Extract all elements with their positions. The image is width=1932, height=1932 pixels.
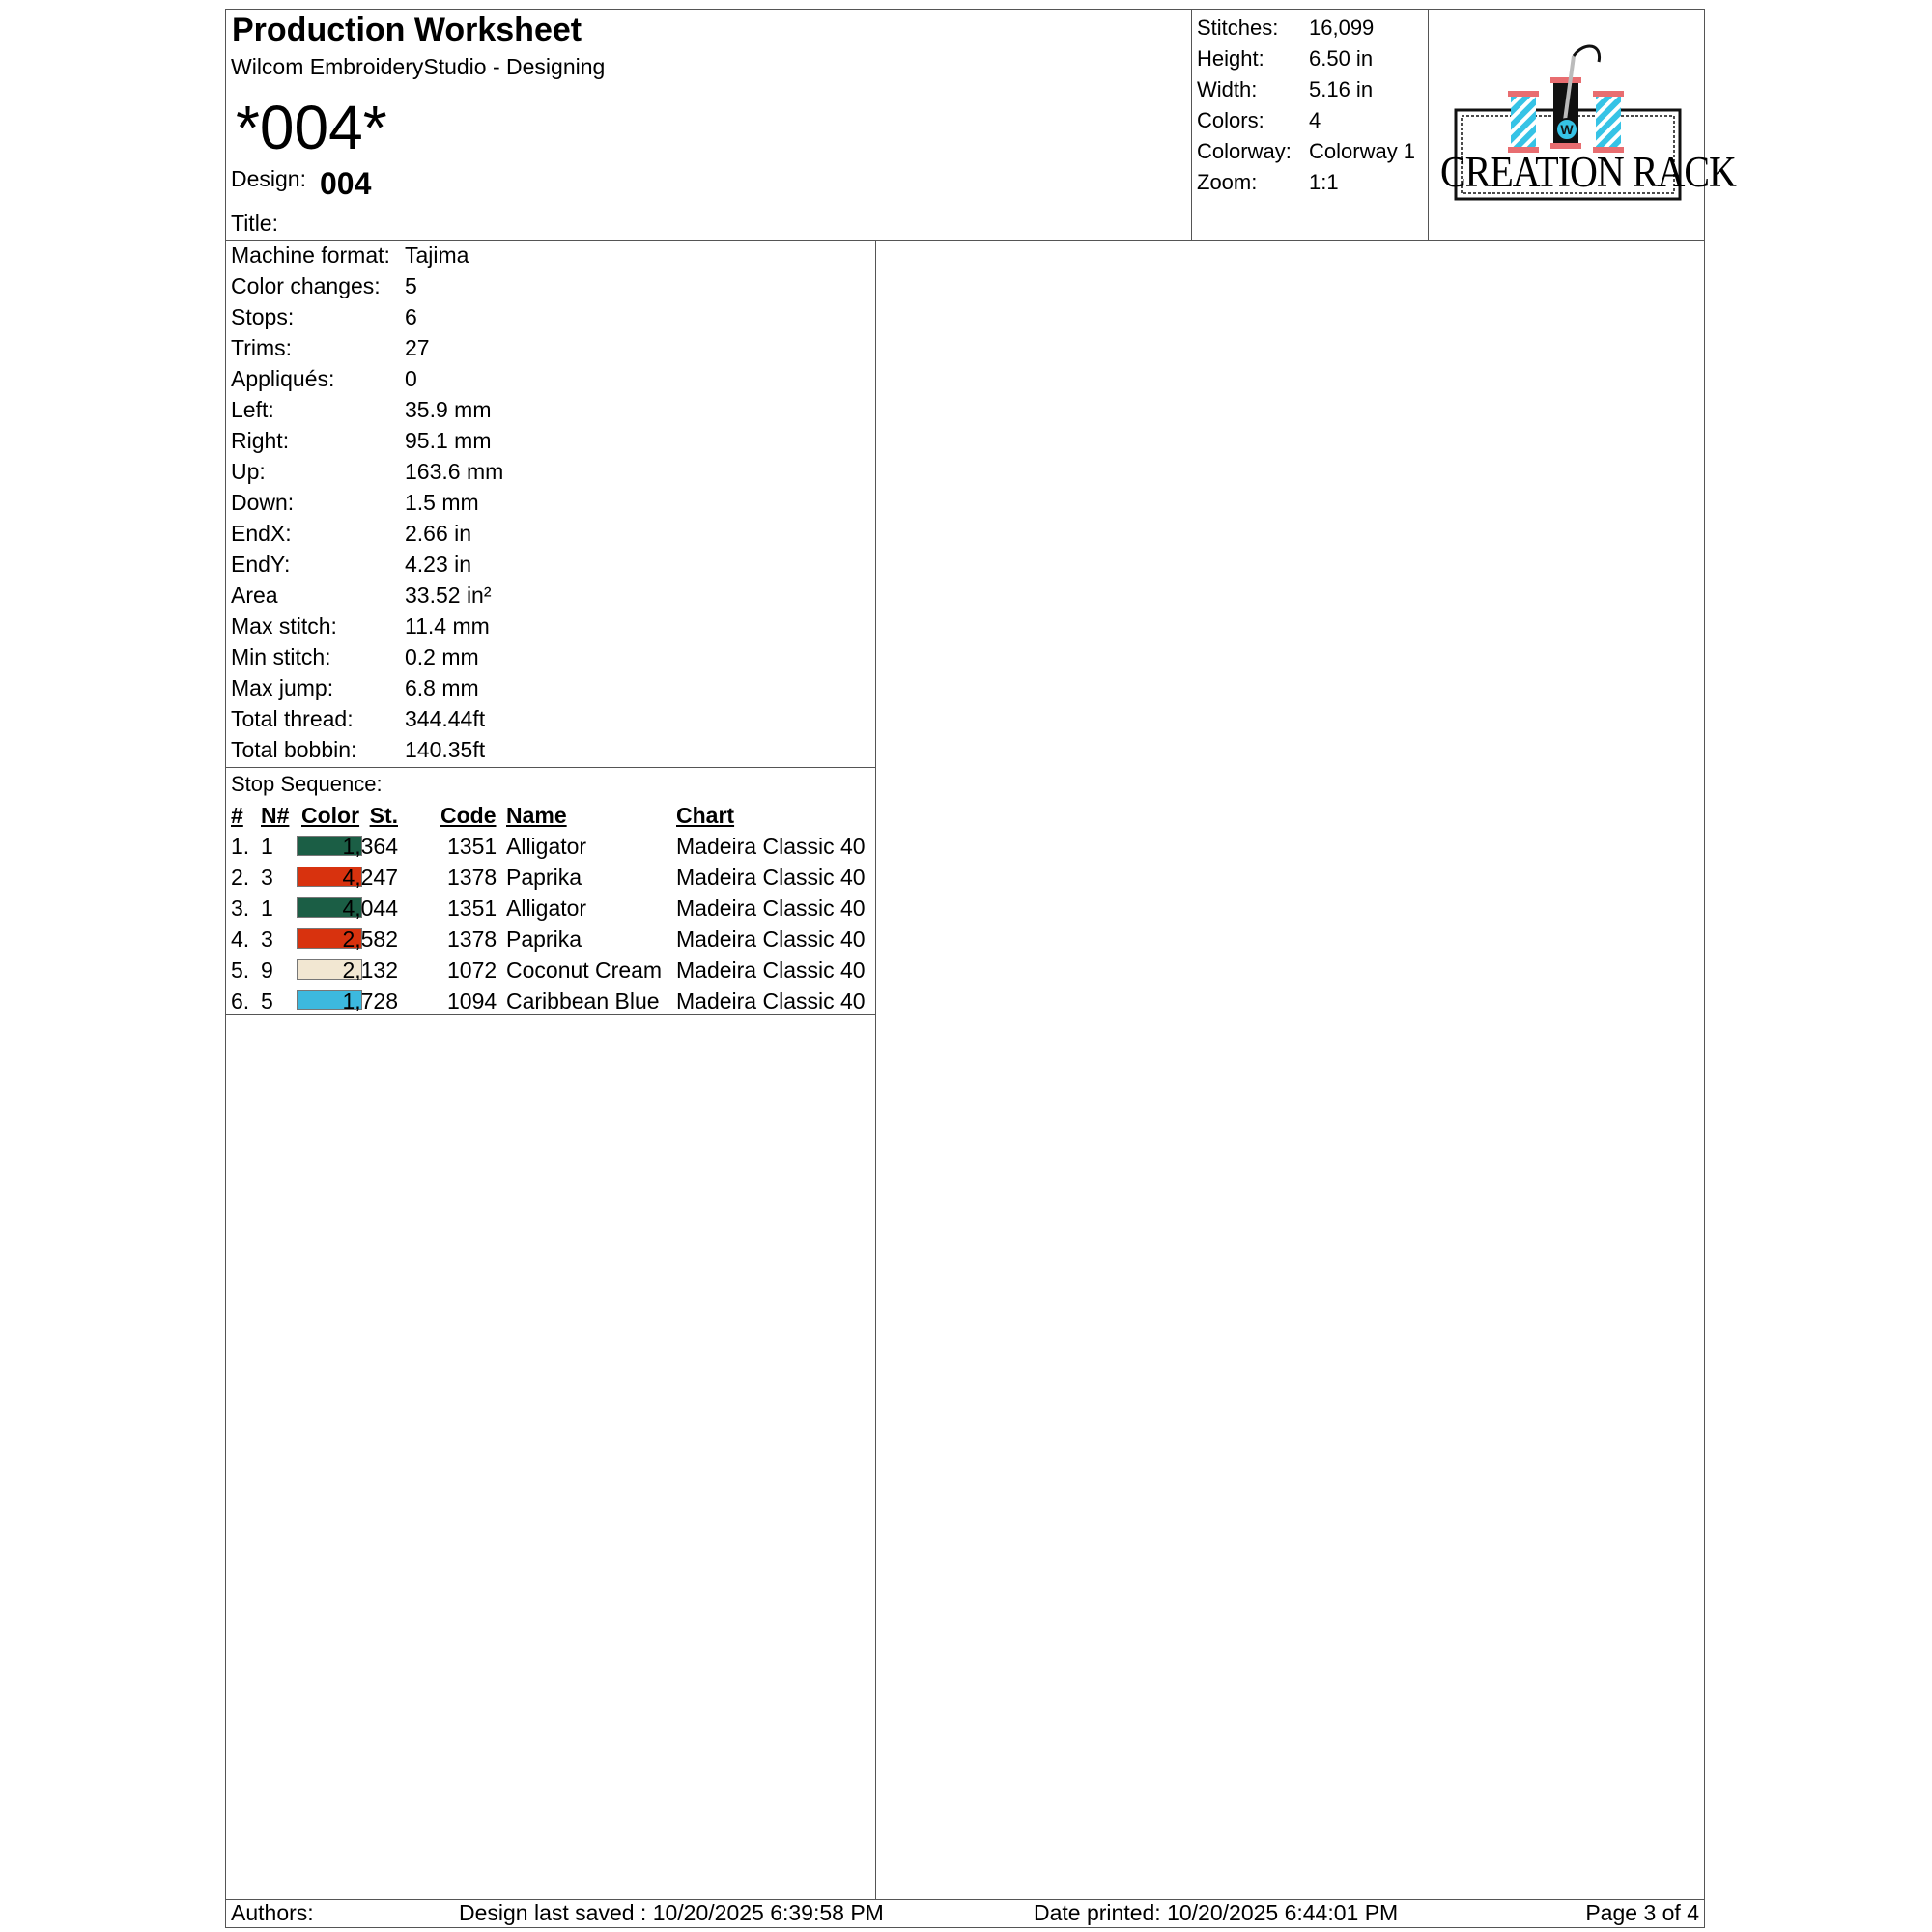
row-stitches: 1,364 (342, 834, 398, 859)
summary-value: 5.16 in (1309, 77, 1374, 101)
row-number: 5. (231, 957, 250, 982)
detail-label: Down: (231, 490, 295, 515)
stop-sequence-row (226, 893, 873, 923)
row-name: Alligator (506, 834, 587, 859)
row-chart: Madeira Classic 40 (676, 895, 866, 921)
row-needle: 5 (261, 988, 273, 1013)
summary-row (1197, 77, 1424, 108)
col-name: Name (506, 803, 567, 828)
row-needle: 1 (261, 895, 273, 921)
detail-value: 163.6 mm (405, 459, 504, 484)
row-chart: Madeira Classic 40 (676, 865, 866, 890)
detail-value: 0.2 mm (405, 644, 479, 669)
design-value: 004 (320, 166, 372, 201)
detail-label: Max stitch: (231, 613, 337, 639)
row-stitches: 2,582 (342, 926, 398, 952)
row-chart: Madeira Classic 40 (676, 926, 866, 952)
summary-value: 1:1 (1309, 170, 1339, 194)
detail-value: 1.5 mm (405, 490, 479, 515)
detail-value: 35.9 mm (405, 397, 492, 422)
summary-row (1197, 170, 1424, 201)
detail-label: Total bobbin: (231, 737, 357, 762)
stop-sequence-row (226, 954, 873, 985)
row-code: 1351 (447, 895, 497, 921)
row-chart: Madeira Classic 40 (676, 834, 866, 859)
summary-label: Stitches: (1197, 15, 1279, 40)
row-stitches: 2,132 (342, 957, 398, 982)
page-number: Page 3 of 4 (1585, 1900, 1699, 1925)
row-number: 4. (231, 926, 250, 952)
summary-label: Height: (1197, 46, 1264, 71)
row-code: 1094 (447, 988, 497, 1013)
summary-value: Colorway 1 (1309, 139, 1416, 163)
detail-value: 2.66 in (405, 521, 472, 546)
detail-label: Up: (231, 459, 266, 484)
summary-value: 16,099 (1309, 15, 1375, 40)
detail-value: 33.52 in² (405, 582, 492, 608)
row-needle: 9 (261, 957, 273, 982)
stop-sequence-row (226, 862, 873, 893)
detail-value: 27 (405, 335, 430, 360)
row-name: Paprika (506, 926, 582, 952)
detail-value: 95.1 mm (405, 428, 492, 453)
row-number: 6. (231, 988, 250, 1013)
detail-value: 6 (405, 304, 417, 329)
detail-value: 4.23 in (405, 552, 472, 577)
col-needle: N# (261, 803, 290, 828)
logo-text: CREATION RACK (1440, 146, 1736, 197)
stop-sequence-row (226, 923, 873, 954)
detail-label: Min stitch: (231, 644, 331, 669)
row-name: Paprika (506, 865, 582, 890)
row-stitches: 4,044 (342, 895, 398, 921)
row-code: 1072 (447, 957, 497, 982)
summary-value: 4 (1309, 108, 1321, 132)
summary-value: 6.50 in (1309, 46, 1374, 71)
page-title: Production Worksheet (232, 12, 582, 48)
details-divider (226, 767, 876, 768)
row-code: 1378 (447, 926, 497, 952)
col-chart: Chart (676, 803, 735, 828)
stop-sequence-header (226, 800, 873, 831)
authors-label: Authors: (231, 1900, 314, 1925)
summary-row (1197, 139, 1424, 170)
detail-label: Machine format: (231, 242, 390, 268)
row-number: 3. (231, 895, 250, 921)
summary-row (1197, 46, 1424, 77)
detail-value: Tajima (405, 242, 469, 268)
summary-row (1197, 15, 1424, 46)
detail-label: Left: (231, 397, 274, 422)
worksheet-sheet (225, 9, 1736, 1928)
summary-label: Colors: (1197, 108, 1264, 132)
detail-value: 11.4 mm (405, 613, 490, 639)
date-printed: Date printed: 10/20/2025 6:44:01 PM (1034, 1900, 1399, 1925)
detail-label: Area (231, 582, 278, 608)
summary-label: Zoom: (1197, 170, 1258, 194)
footer-divider (226, 1899, 1704, 1900)
summary-label: Width: (1197, 77, 1258, 101)
col-num: # (231, 803, 243, 828)
row-number: 2. (231, 865, 250, 890)
svg-text:W: W (1560, 122, 1574, 137)
title-label: Title: (231, 211, 278, 236)
last-saved: Design last saved : 10/20/2025 6:39:58 PM (459, 1900, 884, 1925)
design-label: Design: (231, 166, 306, 191)
detail-label: Stops: (231, 304, 295, 329)
creation-rack-logo (1440, 37, 1736, 211)
detail-label: Appliqués: (231, 366, 335, 391)
row-needle: 3 (261, 926, 273, 952)
col-code: Code (440, 803, 497, 828)
row-stitches: 1,728 (342, 988, 398, 1013)
row-number: 1. (231, 834, 250, 859)
detail-value: 6.8 mm (405, 675, 479, 700)
detail-label: Trims: (231, 335, 293, 360)
row-needle: 1 (261, 834, 273, 859)
row-chart: Madeira Classic 40 (676, 957, 866, 982)
row-name: Coconut Cream (506, 957, 663, 982)
detail-label: Total thread: (231, 706, 354, 731)
row-stitches: 4,247 (342, 865, 398, 890)
row-code: 1351 (447, 834, 497, 859)
stop-sequence-row (226, 985, 873, 1016)
summary-divider (1191, 10, 1192, 240)
detail-label: EndX: (231, 521, 292, 546)
detail-value: 0 (405, 366, 417, 391)
detail-label: EndY: (231, 552, 291, 577)
app-subtitle: Wilcom EmbroideryStudio - Designing (231, 54, 606, 79)
row-code: 1378 (447, 865, 497, 890)
col-stitches: St. (369, 803, 398, 828)
row-needle: 3 (261, 865, 273, 890)
row-name: Caribbean Blue (506, 988, 660, 1013)
detail-label: Right: (231, 428, 290, 453)
stop-sequence-row (226, 831, 873, 862)
summary-row (1197, 108, 1424, 139)
row-name: Alligator (506, 895, 587, 921)
barcode-text: *004* (236, 93, 387, 162)
detail-value: 5 (405, 273, 417, 298)
summary-label: Colorway: (1197, 139, 1292, 163)
detail-value: 140.35ft (405, 737, 486, 762)
col-color: Color (301, 803, 360, 828)
stop-sequence-label: Stop Sequence: (231, 772, 383, 796)
row-chart: Madeira Classic 40 (676, 988, 866, 1013)
detail-label: Max jump: (231, 675, 334, 700)
detail-value: 344.44ft (405, 706, 486, 731)
detail-label: Color changes: (231, 273, 381, 298)
logo-divider (1428, 10, 1429, 240)
left-panel-divider (875, 240, 876, 1899)
